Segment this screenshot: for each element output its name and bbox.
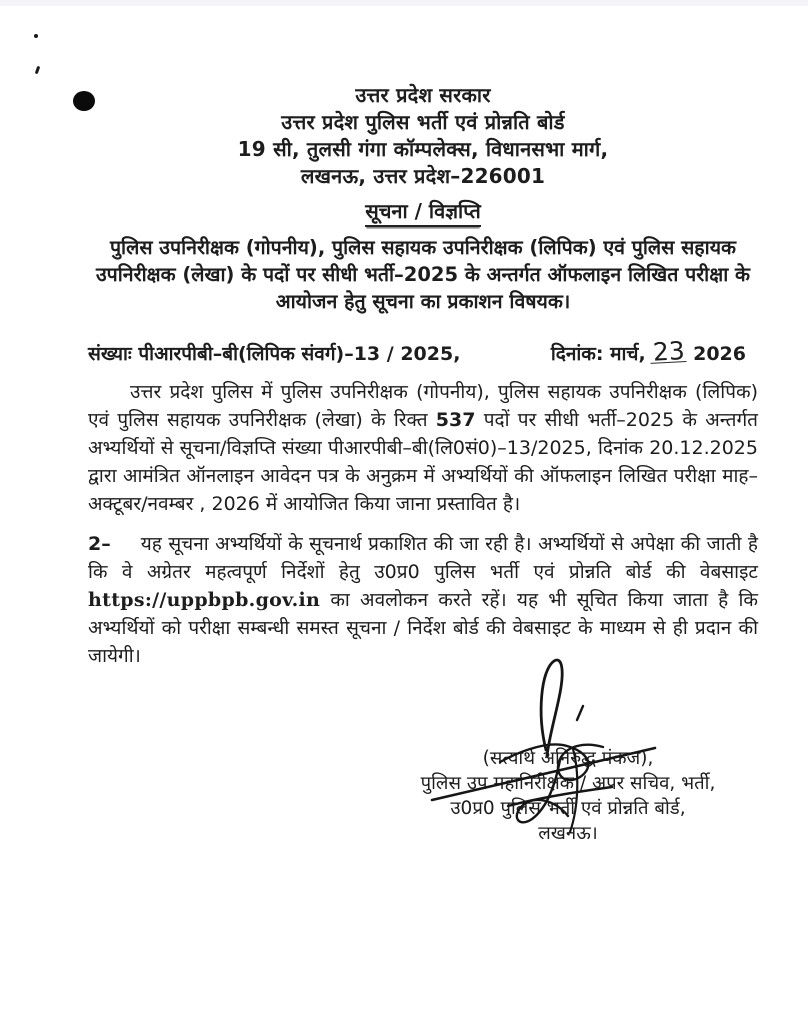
- scan-speck: [34, 34, 38, 38]
- reference-date: [550, 336, 758, 367]
- para1-text-after: पदों पर सीधी भर्ती–2025 के अन्तर्गत अभ्यर्थियों से सूचना/विज्ञप्ति संख्या पीआरपीबी–बी(लि0सं0)–13/2025, दिनांक 20.12.2025 द्वारा आमंत्रित ऑनलाइन आवेदन पत्र के अनुक्रम में अभ्यर्थियों की ऑफलाइन लिखित परीक्षा माह–अक्टूबर/नवम्बर , 2026 में आयोजित किया जाना प्रस्तावित है।: [88, 409, 758, 515]
- letterhead-address: 19 सी, तुलसी गंगा कॉम्पलेक्स, विधानसभा मार्ग,: [237, 137, 609, 161]
- date-year: 2026: [693, 343, 746, 365]
- para2-text-after: का अवलोकन करते रहें। यह भी सूचित किया जाता है कि अभ्यर्थियों को परीक्षा सम्बन्धी समस्त सूचना / निर्देश बोर्ड की वेबसाइट के माध्यम से ही प्रदान की जायेगी।: [88, 589, 758, 667]
- document-content: [88, 82, 758, 846]
- paragraph-1: [88, 378, 758, 518]
- letterhead-city: लखनऊ, उत्तर प्रदेश–226001: [300, 164, 546, 188]
- letterhead-government: उत्तर प्रदेश सरकार: [355, 83, 491, 107]
- paragraph-2: [88, 530, 758, 670]
- para1-text-before: उत्तर प्रदेश पुलिस में पुलिस उपनिरीक्षक (गोपनीय), पुलिस सहायक उपनिरीक्षक (लिपिक) एवं पुलिस सहायक उपनिरीक्षक (लेखा) के रिक्त: [88, 381, 758, 431]
- reference-row: [88, 336, 758, 367]
- reference-number: संख्याः पीआरपीबी–बी(लिपिक संवर्ग)–13 / 2025,: [88, 343, 461, 365]
- letterhead-board: उत्तर प्रदेश पुलिस भर्ती एवं प्रोन्नति बोर्ड: [281, 110, 565, 134]
- signatory-name: (सत्यार्थ अनिरुद्ध पंकज),: [482, 748, 654, 769]
- board-website-url: https://uppbpb.gov.in: [88, 589, 321, 611]
- subject-paragraph: पुलिस उपनिरीक्षक (गोपनीय), पुलिस सहायक उपनिरीक्षक (लिपिक) एवं पुलिस सहायक उपनिरीक्षक (लेखा) के पदों पर सीधी भर्ती–2025 के अन्तर्गत ऑफलाइन लिखित परीक्षा के आयोजन हेतु सूचना का प्रकाशन विषयक।: [95, 236, 751, 313]
- scan-edge-shadow: [0, 0, 808, 6]
- handwritten-date-day: 23: [649, 341, 686, 364]
- signatory-place: लखनऊ।: [538, 823, 598, 844]
- signatory-organization: उ0प्र0 पुलिस भर्ती एवं प्रोन्नति बोर्ड,: [450, 798, 686, 819]
- notice-heading-wrap: [88, 197, 758, 227]
- date-label: दिनांक: मार्च,: [550, 343, 646, 365]
- vacancy-count: 537: [435, 409, 476, 431]
- scan-speck: [35, 66, 41, 75]
- letterhead: [88, 82, 758, 190]
- para2-number: 2–: [88, 533, 111, 555]
- signatory-designation: पुलिस उप महानिरीक्षक / अपर सचिव, भर्ती,: [420, 773, 716, 794]
- signature-block: [408, 746, 728, 846]
- notice-heading: सूचना / विज्ञप्ति: [365, 197, 481, 227]
- para2-text-before: यह सूचना अभ्यर्थियों के सूचनार्थ प्रकाशित की जा रही है। अभ्यर्थियों से अपेक्षा की जाती है कि वे अग्रेतर महत्वपूर्ण निर्देशों हेतु उ0प्र0 पुलिस भर्ती एवं प्रोन्नति बोर्ड की वेबसाइट: [88, 533, 758, 583]
